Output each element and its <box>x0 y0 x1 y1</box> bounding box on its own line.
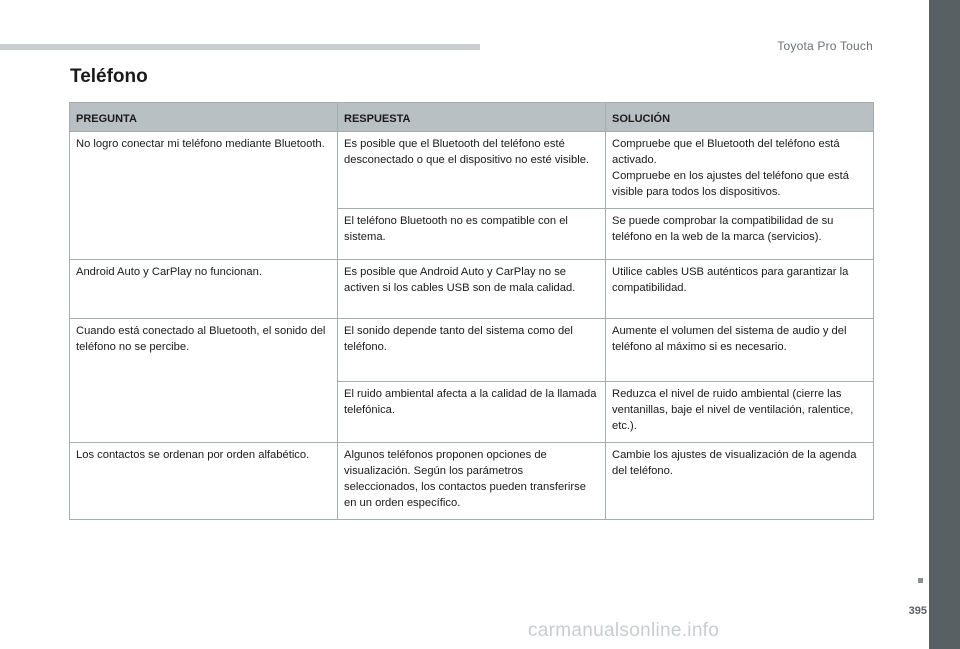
solution-cell: Utilice cables USB auténticos para garantizar la compatibilidad. <box>606 260 874 319</box>
response-cell: El teléfono Bluetooth no es compatible con el sistema. <box>338 209 606 260</box>
header-rule <box>0 44 480 50</box>
response-cell: Es posible que Android Auto y CarPlay no se activen si los cables USB son de mala calidad. <box>338 260 606 319</box>
table-row <box>70 132 874 209</box>
page-number: 395 <box>908 605 927 617</box>
table-row <box>70 443 874 520</box>
solution-cell: Reduzca el nivel de ruido ambiental (cierre las ventanillas, baje el nivel de ventilación, ralentice, etc.). <box>606 382 874 443</box>
question-cell: No logro conectar mi teléfono mediante Bluetooth. <box>70 132 338 260</box>
question-cell: Los contactos se ordenan por orden alfabético. <box>70 443 338 520</box>
header-response: RESPUESTA <box>338 103 606 132</box>
solution-line: Compruebe en los ajustes del teléfono que está visible para todos los dispositivos. <box>612 170 849 198</box>
header-solution: SOLUCIÓN <box>606 103 874 132</box>
page-title: Teléfono <box>70 66 148 87</box>
solution-line: Compruebe que el Bluetooth del teléfono está activado. <box>612 138 840 166</box>
response-cell: Algunos teléfonos proponen opciones de visualización. Según los parámetros seleccionados, los contactos pueden transferirse en un orden específico. <box>338 443 606 520</box>
question-cell: Cuando está conectado al Bluetooth, el sonido del teléfono no se percibe. <box>70 319 338 443</box>
table-header-row <box>70 103 874 132</box>
response-cell: El ruido ambiental afecta a la calidad de la llamada telefónica. <box>338 382 606 443</box>
response-cell: El sonido depende tanto del sistema como del teléfono. <box>338 319 606 382</box>
solution-cell: Aumente el volumen del sistema de audio y del teléfono al máximo si es necesario. <box>606 319 874 382</box>
watermark: carmanualsonline.info <box>528 620 720 641</box>
faq-table <box>69 102 874 520</box>
solution-cell <box>606 132 874 209</box>
solution-cell: Se puede comprobar la compatibilidad de su teléfono en la web de la marca (servicios). <box>606 209 874 260</box>
header-question: PREGUNTA <box>70 103 338 132</box>
question-cell: Android Auto y CarPlay no funcionan. <box>70 260 338 319</box>
table-row <box>70 260 874 319</box>
page-marker <box>918 578 923 583</box>
table-row <box>70 319 874 382</box>
side-bar <box>929 0 960 649</box>
solution-cell: Cambie los ajustes de visualización de la agenda del teléfono. <box>606 443 874 520</box>
response-cell: Es posible que el Bluetooth del teléfono esté desconectado o que el dispositivo no esté visible. <box>338 132 606 209</box>
header-brand: Toyota Pro Touch <box>777 39 873 53</box>
